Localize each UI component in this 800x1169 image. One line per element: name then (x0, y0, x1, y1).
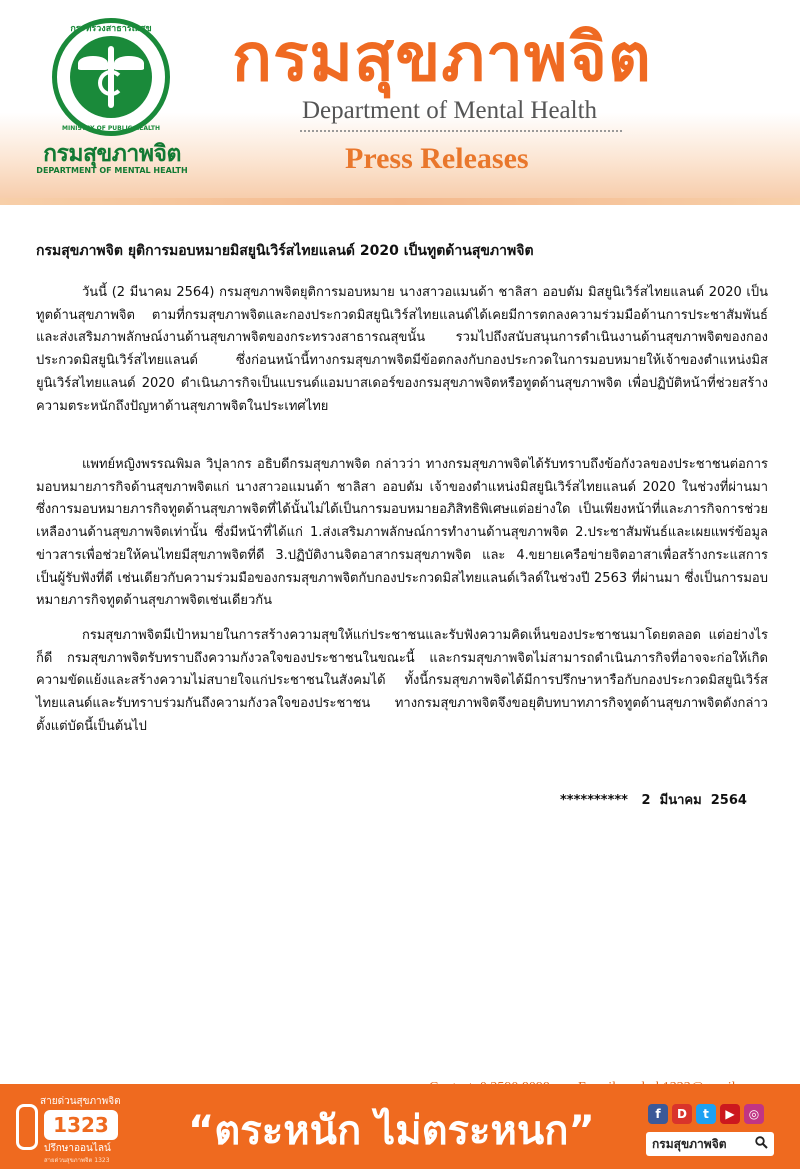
ministry-seal-logo (52, 18, 170, 136)
dotted-divider (300, 130, 622, 132)
header-divider (0, 198, 800, 205)
page-title: กรมสุขภาพจิต (232, 19, 652, 96)
twitter-icon[interactable]: t (696, 1104, 716, 1124)
search-icon (755, 1136, 768, 1152)
article-date-signoff: ********** 2 มีนาคม 2564 (560, 793, 747, 808)
dmh-icon[interactable]: D (672, 1104, 692, 1124)
page-header (0, 0, 800, 205)
campaign-slogan: “ตระหนัก ไม่ตระหนก” (188, 1108, 595, 1154)
youtube-icon[interactable]: ▶ (720, 1104, 740, 1124)
article-headline: กรมสุขภาพจิต ยุติการมอบหมายมิสยูนิเวิร์สไทยแลนด์ 2020 เป็นทูตด้านสุขภาพจิต (36, 243, 534, 259)
logo-text-thai: กรมสุขภาพจิต (43, 141, 181, 167)
facebook-icon[interactable]: f (648, 1104, 668, 1124)
hotline-number[interactable]: 1323 (44, 1110, 118, 1140)
seal-text-bottom: MINISTRY OF PUBLIC HEALTH (62, 125, 160, 132)
article-paragraph: กรมสุขภาพจิตมีเป้าหมายในการสร้างความสุขให้แก่ประชาชนและรับฟังความคิดเห็นของประชาชนมาโดยตลอด แต่อย่างไรก็ดี กรมสุขภาพจิตรับทราบถึงความกังวลใจของประชาชนในขณะนี้ และกรมสุขภาพจิตไม่สามารถดำเนินภารกิจที่อาจจะก่อให้เกิดความขัดแย้งและสร้างความไม่สบายใจแก่ประชาชนในสังคมได้ ทั้งนี้กรมสุขภาพจิตได้มีการปรึกษาหารือกับกองประกวดมิสยูนิเวิร์สไทยแลนด์และรับทราบร่วมกันถึงความกังวลใจของประชาชน ทางกรมสุขภาพจิตจึงขอยุติบทบาทภารกิจทูตด้านสุขภาพจิตดังกล่าวตั้งแต่บัดนี้เป็นต้นไป (36, 628, 768, 734)
hotline-online-label: ปรึกษาออนไลน์ (44, 1143, 111, 1154)
instagram-icon[interactable]: ◎ (744, 1104, 764, 1124)
department-name: Department of Mental Health (302, 97, 598, 124)
logo-text-english: DEPARTMENT OF MENTAL HEALTH (36, 166, 188, 175)
caduceus-icon (70, 36, 152, 118)
hotline-caption: สายด่วนสุขภาพจิต (40, 1096, 121, 1107)
phone-icon (16, 1104, 38, 1150)
section-title: Press Releases (345, 142, 529, 175)
social-icons (648, 1104, 764, 1124)
footer-banner (0, 1084, 800, 1169)
article-paragraph: แพทย์หญิงพรรณพิมล วิปุลากร อธิบดีกรมสุขภาพจิต กล่าวว่า ทางกรมสุขภาพจิตได้รับทราบถึงข้อกังวลของประชาชนต่อการมอบหมายภารกิจด้านสุขภาพจิตแก่ นางสาวอแมนด้า ชาลิสา ออบดัม เจ้าของตำแหน่งมิสยูนิเวิร์สไทยแลนด์ 2020 ในช่วงที่ผ่านมา ซึ่งการมอบหมายภารกิจทูตด้านสุขภาพจิตที่ได้นั้นไม่ได้เป็นการมอบหมายอภิสิทธิพิเศษแต่อย่างใด เป็นเพียงหน้าที่และภารกิจการช่วยเหลืองานด้านสุขภาพจิตเท่านั้น ซึ่งมีหน้าที่ได้แก่ 1.ส่งเสริมภาพลักษณ์การทำงานด้านสุขภาพจิต 2.ประชาสัมพันธ์และเผยแพร่ข้อมูลข่าวสารเพื่อช่วยให้คนไทยมีสุขภาพจิตที่ดี 3.ปฏิบัติงานจิตอาสากรมสุขภาพจิต และ 4.ขยายเครือข่ายจิตอาสาเพื่อสร้างกระแสการเป็นผู้รับฟังที่ดี เช่นเดียวกับความร่วมมือของกรมสุขภาพจิตกับกองประกวดมิสไทยแลนด์เวิลด์ในช่วงปี 2563 ที่ผ่านมา ซึ่งเป็นการมอบหมายภารกิจทูตด้านสุขภาพจิตเช่นเดียวกัน (36, 457, 768, 609)
search-label: กรมสุขภาพจิต (652, 1136, 727, 1151)
article-paragraph: วันนี้ (2 มีนาคม 2564) กรมสุขภาพจิตยุติการมอบหมาย นางสาวอแมนด้า ชาลิสา ออบดัม มิสยูนิเวิร์สไทยแลนด์ 2020 เป็นทูตด้านสุขภาพจิต ตามที่กรมสุขภาพจิตและกองประกวดมิสยูนิเวิร์สไทยแลนด์ได้เคยมีการตกลงความร่วมมือด้านการประชาสัมพันธ์และส่งเสริมภาพลักษณ์งานด้านสุขภาพจิตของกระทรวงสาธารณสุขนั้น รวมไปถึงสนับสนุนการดำเนินงานด้านสุขภาพจิตของกองประกวดมิสยูนิเวิร์สไทยแลนด์ ซึ่งก่อนหน้านี้ทางกรมสุขภาพจิตมีข้อตกลงกับกองประกวดในการมอบหมายให้เจ้าของตำแหน่งมิสยูนิเวิร์สไทยแลนด์ 2020 ดำเนินภารกิจเป็นแบรนด์แอมบาสเดอร์ของกรมสุขภาพจิตหรือทูตด้านสุขภาพจิต เพื่อปฏิบัติหน้าที่ช่วยสร้างความตระหนักถึงปัญหาด้านสุขภาพจิตในประเทศไทย (36, 285, 768, 414)
hotline-small-text: สายด่วนสุขภาพจิต 1323 (44, 1157, 110, 1164)
search-box[interactable] (646, 1132, 774, 1156)
seal-text-top: กระทรวงสาธารณสุข (70, 24, 152, 34)
